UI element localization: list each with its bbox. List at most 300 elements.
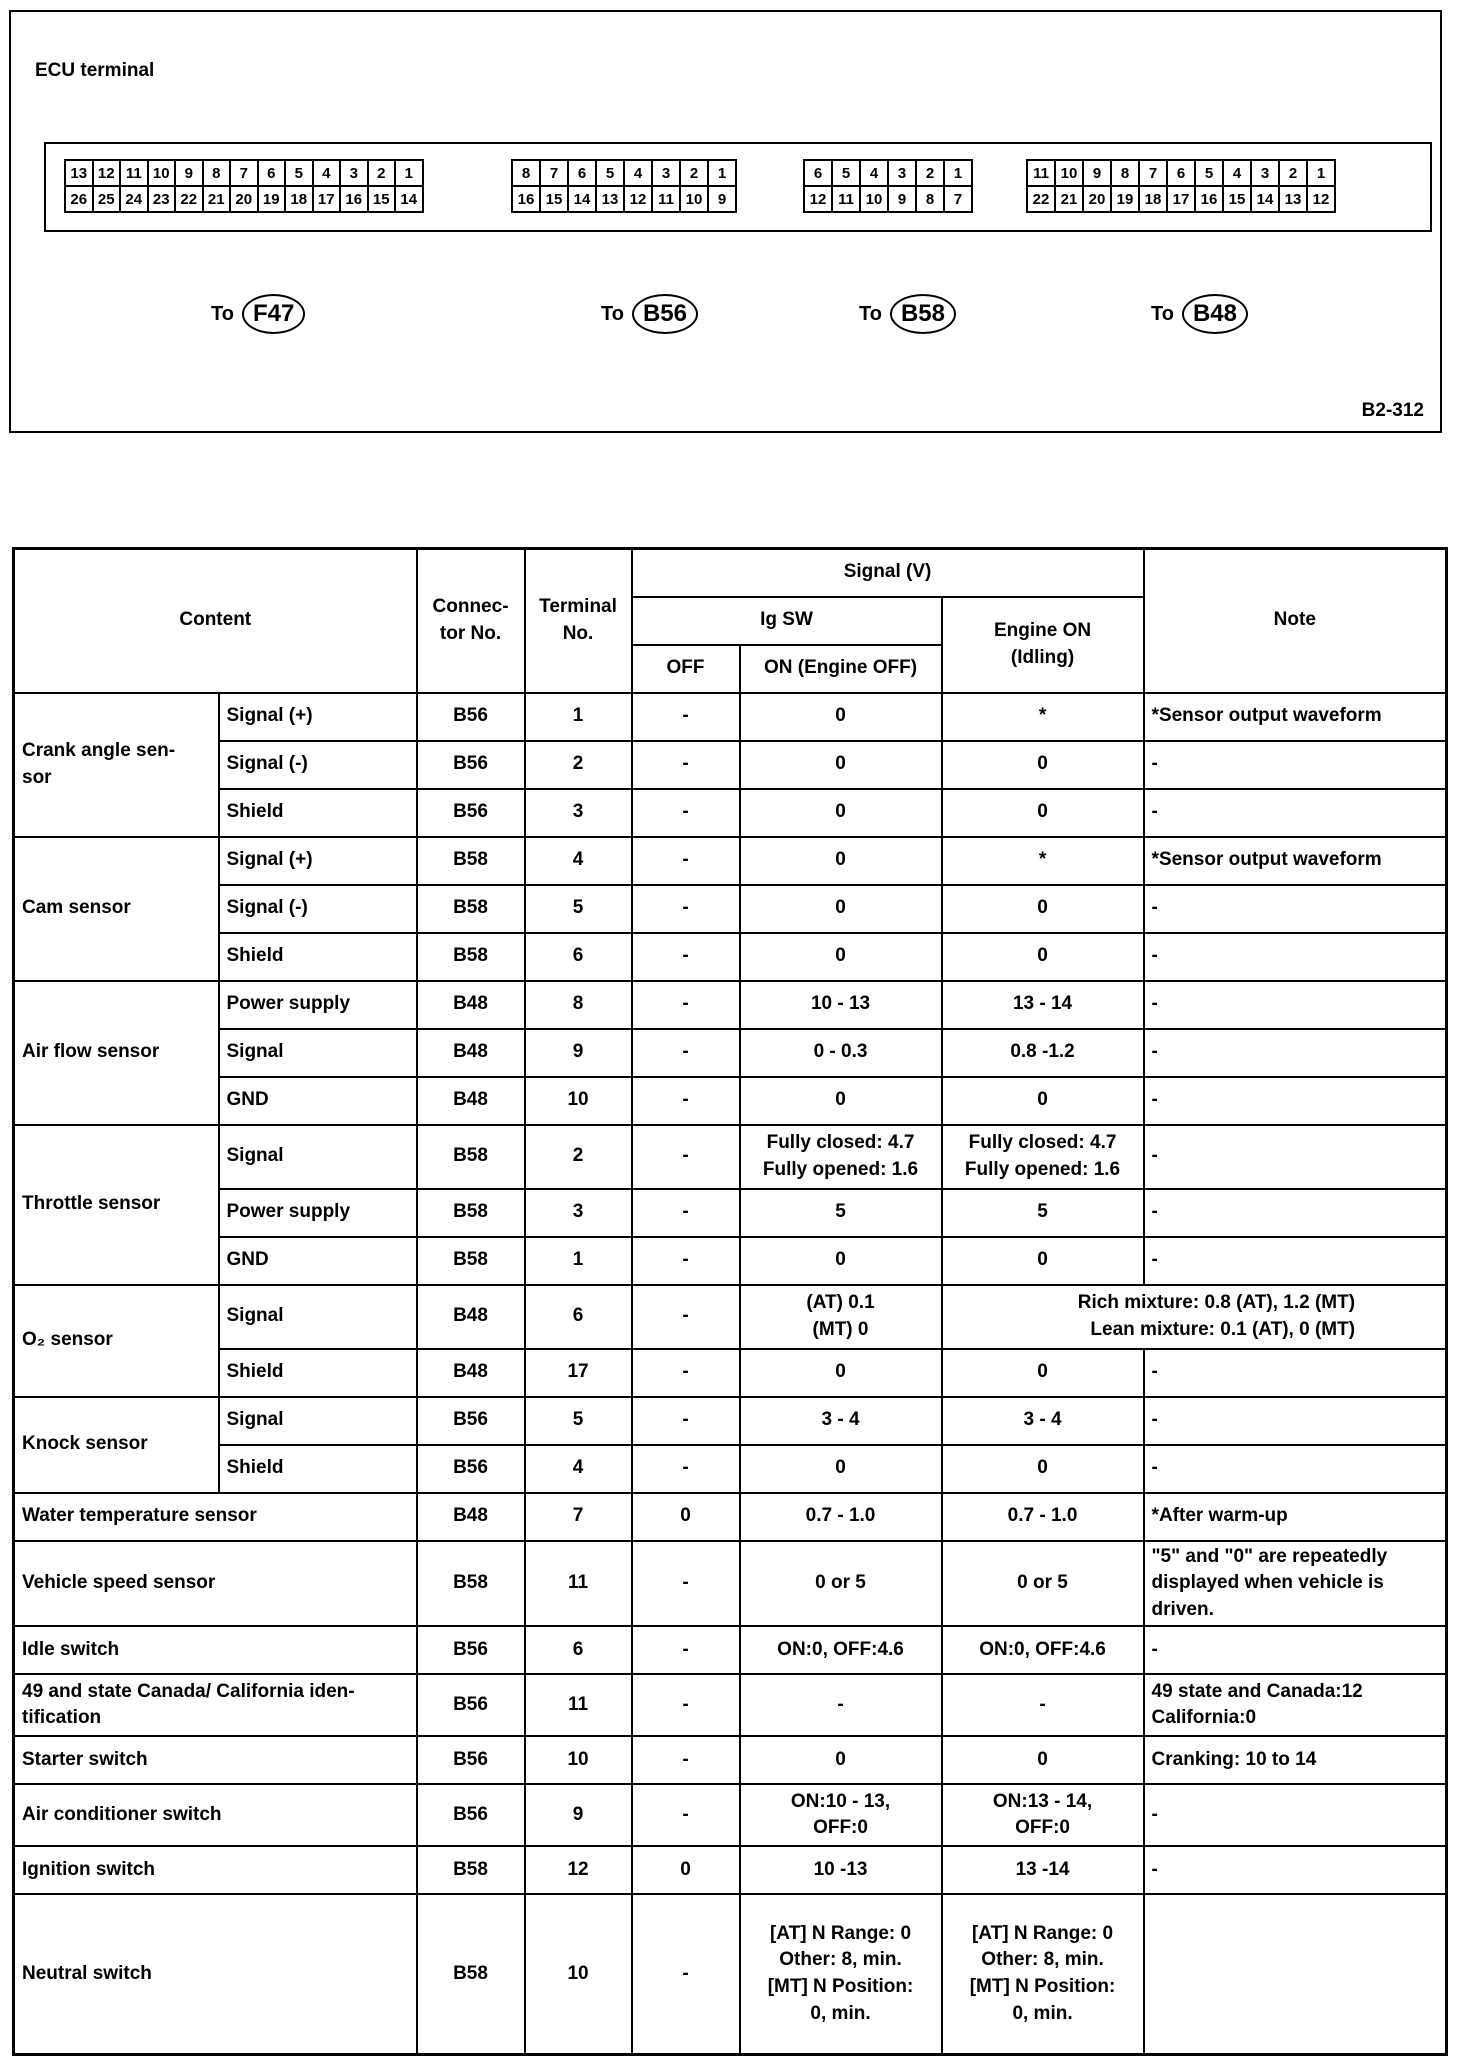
pin-number: 26 [66, 187, 94, 213]
value-engine-on: 3 - 4 [942, 1397, 1144, 1445]
connector-no: B56 [417, 1445, 525, 1493]
pin-number: 14 [396, 187, 424, 213]
signal-type: Shield [219, 933, 417, 981]
pin-number: 9 [1084, 161, 1112, 187]
pin-number: 16 [1196, 187, 1224, 213]
note: - [1144, 1349, 1447, 1397]
terminal-no: 10 [525, 1077, 632, 1125]
pin-number: 6 [259, 161, 287, 187]
note: - [1144, 789, 1447, 837]
header-signal: Signal (V) [632, 549, 1144, 597]
terminal-no: 12 [525, 1846, 632, 1894]
note: - [1144, 933, 1447, 981]
value-on-engine-off: (AT) 0.1 (MT) 0 [740, 1285, 942, 1349]
pin-number: 7 [231, 161, 259, 187]
connector-no: B58 [417, 933, 525, 981]
table-row [14, 933, 1447, 981]
pin-number: 6 [805, 161, 833, 187]
row-content: Air conditioner switch [14, 1784, 417, 1846]
pin-number: 2 [369, 161, 397, 187]
pin-number: 13 [66, 161, 94, 187]
pin-number: 5 [1196, 161, 1224, 187]
header-terminal: Terminal No. [525, 549, 632, 693]
value-on-engine-off: [AT] N Range: 0 Other: 8, min. [MT] N Position: 0, min. [740, 1894, 942, 2054]
header-on-engine-off: ON (Engine OFF) [740, 645, 942, 693]
pin-number: 4 [861, 161, 889, 187]
value-off: - [632, 1125, 740, 1189]
value-on-engine-off: 0 [740, 933, 942, 981]
diagram-title: ECU terminal [35, 60, 155, 81]
value-on-engine-off: 0 [740, 1445, 942, 1493]
to-prefix: To [859, 302, 882, 325]
value-engine-on: * [942, 693, 1144, 741]
pin-number: 12 [94, 161, 122, 187]
pin-number: 10 [149, 161, 177, 187]
terminal-no: 3 [525, 789, 632, 837]
row-content: Vehicle speed sensor [14, 1541, 417, 1627]
table-row [14, 1784, 1447, 1846]
pin-number: 24 [121, 187, 149, 213]
value-off: - [632, 1349, 740, 1397]
pin-number: 2 [917, 161, 945, 187]
value-engine-on: 0 [942, 741, 1144, 789]
value-off: - [632, 693, 740, 741]
connector-id: B56 [632, 294, 698, 334]
note: - [1144, 741, 1447, 789]
row-content: Ignition switch [14, 1846, 417, 1894]
sensor-name: Air flow sensor [14, 981, 219, 1125]
connector-no: B48 [417, 981, 525, 1029]
pin-number: 12 [625, 187, 653, 213]
table-row [14, 1626, 1447, 1674]
note: - [1144, 1445, 1447, 1493]
value-engine-on-note: Rich mixture: 0.8 (AT), 1.2 (MT) Lean mixture: 0.1 (AT), 0 (MT) [942, 1285, 1447, 1349]
pin-number: 12 [805, 187, 833, 213]
value-on-engine-off: Fully closed: 4.7 Fully opened: 1.6 [740, 1125, 942, 1189]
terminal-no: 8 [525, 981, 632, 1029]
sensor-name: Cam sensor [14, 837, 219, 981]
value-engine-on: 0 [942, 1736, 1144, 1784]
row-content: 49 and state Canada/ California iden- tification [14, 1674, 417, 1736]
pin-number: 20 [1084, 187, 1112, 213]
pin-number: 5 [833, 161, 861, 187]
pin-number: 25 [94, 187, 122, 213]
header-off: OFF [632, 645, 740, 693]
connector-no: B48 [417, 1349, 525, 1397]
connector-no: B56 [417, 1397, 525, 1445]
note: - [1144, 885, 1447, 933]
connector-b58-pins [803, 159, 973, 213]
table-row [14, 1736, 1447, 1784]
pin-number: 22 [1028, 187, 1056, 213]
value-engine-on: 0 [942, 885, 1144, 933]
pin-number: 4 [1224, 161, 1252, 187]
connector-no: B56 [417, 1784, 525, 1846]
terminal-no: 6 [525, 933, 632, 981]
header-igsw: Ig SW [632, 597, 942, 645]
signal-type: Signal (+) [219, 693, 417, 741]
note: - [1144, 1189, 1447, 1237]
connector-no: B56 [417, 741, 525, 789]
table-row [14, 741, 1447, 789]
terminal-no: 10 [525, 1894, 632, 2054]
value-engine-on: ON:13 - 14, OFF:0 [942, 1784, 1144, 1846]
pin-number: 9 [889, 187, 917, 213]
note: - [1144, 1029, 1447, 1077]
signal-type: Shield [219, 1445, 417, 1493]
value-off: - [632, 1674, 740, 1736]
table-body [14, 693, 1447, 2055]
signal-type: Signal [219, 1029, 417, 1077]
pin-number: 20 [231, 187, 259, 213]
connector-no: B56 [417, 693, 525, 741]
value-engine-on: 0 [942, 1445, 1144, 1493]
pin-number: 7 [1140, 161, 1168, 187]
ecu-signal-table [12, 547, 1448, 2056]
table-row [14, 981, 1447, 1029]
value-off: - [632, 1029, 740, 1077]
pin-number: 7 [945, 187, 973, 213]
value-off: - [632, 885, 740, 933]
header-note: Note [1144, 549, 1447, 693]
pin-number: 18 [1140, 187, 1168, 213]
note: - [1144, 981, 1447, 1029]
pin-number: 12 [1308, 187, 1336, 213]
row-content: Idle switch [14, 1626, 417, 1674]
value-on-engine-off: 10 -13 [740, 1846, 942, 1894]
pin-number: 4 [314, 161, 342, 187]
connector-no: B56 [417, 789, 525, 837]
connector-id: F47 [242, 294, 305, 334]
value-off: - [632, 837, 740, 885]
table-row [14, 693, 1447, 741]
pin-number: 23 [149, 187, 177, 213]
terminal-no: 6 [525, 1626, 632, 1674]
note: 49 state and Canada:12 California:0 [1144, 1674, 1447, 1736]
value-off: - [632, 789, 740, 837]
value-engine-on: 0 [942, 1077, 1144, 1125]
pin-number: 11 [121, 161, 149, 187]
connector-no: B58 [417, 1125, 525, 1189]
value-engine-on: 13 -14 [942, 1846, 1144, 1894]
value-off: - [632, 1237, 740, 1285]
signal-type: Shield [219, 789, 417, 837]
table-row [14, 1493, 1447, 1541]
connector-no: B48 [417, 1493, 525, 1541]
terminal-no: 7 [525, 1493, 632, 1541]
value-off: - [632, 1894, 740, 2054]
pin-number: 9 [176, 161, 204, 187]
value-on-engine-off: - [740, 1674, 942, 1736]
pin-number: 6 [569, 161, 597, 187]
value-off: - [632, 1077, 740, 1125]
terminal-no: 1 [525, 1237, 632, 1285]
table-row [14, 1237, 1447, 1285]
pin-number: 10 [1056, 161, 1084, 187]
value-on-engine-off: 0.7 - 1.0 [740, 1493, 942, 1541]
value-engine-on: [AT] N Range: 0 Other: 8, min. [MT] N Position: 0, min. [942, 1894, 1144, 2054]
pin-number: 11 [1028, 161, 1056, 187]
connector-no: B48 [417, 1029, 525, 1077]
connector-b56-label [601, 294, 698, 334]
table-header [14, 549, 1447, 693]
pin-number: 15 [369, 187, 397, 213]
connector-no: B58 [417, 837, 525, 885]
pin-number: 9 [709, 187, 737, 213]
pin-number: 4 [625, 161, 653, 187]
terminal-no: 5 [525, 1397, 632, 1445]
pin-number: 6 [1168, 161, 1196, 187]
table-row [14, 1125, 1447, 1189]
connector-no: B58 [417, 1189, 525, 1237]
value-engine-on: ON:0, OFF:4.6 [942, 1626, 1144, 1674]
terminal-no: 5 [525, 885, 632, 933]
pin-number: 19 [1112, 187, 1140, 213]
pin-number: 10 [681, 187, 709, 213]
connector-no: B58 [417, 1894, 525, 2054]
note: - [1144, 1125, 1447, 1189]
terminal-no: 10 [525, 1736, 632, 1784]
table-row [14, 1189, 1447, 1237]
row-content: Starter switch [14, 1736, 417, 1784]
header-engine-on: Engine ON (Idling) [942, 597, 1144, 693]
value-off: - [632, 741, 740, 789]
note: *Sensor output waveform [1144, 837, 1447, 885]
pin-number: 2 [681, 161, 709, 187]
value-on-engine-off: ON:0, OFF:4.6 [740, 1626, 942, 1674]
note: - [1144, 1397, 1447, 1445]
signal-type: Signal (-) [219, 885, 417, 933]
pin-number: 7 [541, 161, 569, 187]
pin-number: 21 [1056, 187, 1084, 213]
pin-number: 1 [945, 161, 973, 187]
pin-number: 3 [889, 161, 917, 187]
pin-number: 3 [653, 161, 681, 187]
value-on-engine-off: 3 - 4 [740, 1397, 942, 1445]
value-off: - [632, 981, 740, 1029]
note: - [1144, 1846, 1447, 1894]
pin-number: 8 [204, 161, 232, 187]
signal-type: Signal (+) [219, 837, 417, 885]
pin-number: 5 [286, 161, 314, 187]
value-on-engine-off: 0 [740, 837, 942, 885]
value-off: - [632, 1397, 740, 1445]
note: *After warm-up [1144, 1493, 1447, 1541]
header-content: Content [14, 549, 417, 693]
terminal-no: 4 [525, 837, 632, 885]
value-off: - [632, 933, 740, 981]
connector-id: B58 [890, 294, 956, 334]
pin-number: 15 [1224, 187, 1252, 213]
note: - [1144, 1237, 1447, 1285]
pin-number: 3 [1252, 161, 1280, 187]
connector-b58-label [859, 294, 956, 334]
table-row [14, 1397, 1447, 1445]
value-engine-on: 0.7 - 1.0 [942, 1493, 1144, 1541]
signal-type: Signal (-) [219, 741, 417, 789]
value-engine-on: - [942, 1674, 1144, 1736]
value-on-engine-off: 0 [740, 1077, 942, 1125]
value-off: - [632, 1285, 740, 1349]
sensor-name: Throttle sensor [14, 1125, 219, 1285]
pin-number: 14 [1252, 187, 1280, 213]
terminal-no: 6 [525, 1285, 632, 1349]
sensor-name: Crank angle sen- sor [14, 693, 219, 837]
value-engine-on: 0 [942, 1237, 1144, 1285]
pin-number: 19 [259, 187, 287, 213]
connector-no: B56 [417, 1674, 525, 1736]
note: "5" and "0" are repeatedly displayed when vehicle is driven. [1144, 1541, 1447, 1627]
value-off: - [632, 1541, 740, 1627]
pin-number: 21 [204, 187, 232, 213]
table-row [14, 1674, 1447, 1736]
connector-no: B48 [417, 1285, 525, 1349]
signal-type: Signal [219, 1125, 417, 1189]
value-on-engine-off: ON:10 - 13, OFF:0 [740, 1784, 942, 1846]
figure-code: B2-312 [1361, 400, 1424, 421]
signal-type: Signal [219, 1397, 417, 1445]
note: - [1144, 1077, 1447, 1125]
terminal-no: 17 [525, 1349, 632, 1397]
connector-id: B48 [1182, 294, 1248, 334]
pin-number: 1 [709, 161, 737, 187]
value-engine-on: 0 [942, 1349, 1144, 1397]
signal-type: Power supply [219, 981, 417, 1029]
signal-type: Power supply [219, 1189, 417, 1237]
table-row [14, 1029, 1447, 1077]
value-on-engine-off: 0 or 5 [740, 1541, 942, 1627]
value-off: 0 [632, 1493, 740, 1541]
value-off: 0 [632, 1846, 740, 1894]
pin-number: 16 [513, 187, 541, 213]
signal-type: GND [219, 1237, 417, 1285]
connector-f47-label [211, 294, 305, 334]
pin-number: 15 [541, 187, 569, 213]
terminal-no: 1 [525, 693, 632, 741]
value-off: - [632, 1626, 740, 1674]
value-engine-on: Fully closed: 4.7 Fully opened: 1.6 [942, 1125, 1144, 1189]
connector-no: B48 [417, 1077, 525, 1125]
value-on-engine-off: 0 [740, 1349, 942, 1397]
table-row [14, 1894, 1447, 2054]
header-connector: Connec- tor No. [417, 549, 525, 693]
terminal-no: 2 [525, 1125, 632, 1189]
value-engine-on: 0 [942, 933, 1144, 981]
pin-number: 13 [597, 187, 625, 213]
connector-b48-label [1151, 294, 1248, 334]
terminal-no: 9 [525, 1784, 632, 1846]
terminal-no: 2 [525, 741, 632, 789]
pin-number: 8 [1112, 161, 1140, 187]
connector-no: B58 [417, 1846, 525, 1894]
value-off: - [632, 1784, 740, 1846]
pin-number: 16 [341, 187, 369, 213]
value-on-engine-off: 0 [740, 741, 942, 789]
value-on-engine-off: 5 [740, 1189, 942, 1237]
note [1144, 1894, 1447, 2054]
connector-no: B56 [417, 1626, 525, 1674]
value-engine-on: 0 or 5 [942, 1541, 1144, 1627]
value-off: - [632, 1736, 740, 1784]
table-row [14, 837, 1447, 885]
connector-no: B58 [417, 1237, 525, 1285]
value-on-engine-off: 0 [740, 1736, 942, 1784]
to-prefix: To [601, 302, 624, 325]
to-prefix: To [1151, 302, 1174, 325]
ecu-connector-frame [44, 142, 1432, 232]
terminal-no: 4 [525, 1445, 632, 1493]
pin-number: 11 [833, 187, 861, 213]
terminal-no: 3 [525, 1189, 632, 1237]
table-row [14, 1846, 1447, 1894]
value-on-engine-off: 0 [740, 693, 942, 741]
pin-number: 2 [1280, 161, 1308, 187]
connector-b56-pins [511, 159, 737, 213]
pin-number: 1 [1308, 161, 1336, 187]
pin-number: 14 [569, 187, 597, 213]
value-engine-on: 13 - 14 [942, 981, 1144, 1029]
connector-no: B58 [417, 885, 525, 933]
row-content: Neutral switch [14, 1894, 417, 2054]
row-content: Water temperature sensor [14, 1493, 417, 1541]
pin-number: 22 [176, 187, 204, 213]
value-engine-on: 5 [942, 1189, 1144, 1237]
signal-type: GND [219, 1077, 417, 1125]
pin-number: 11 [653, 187, 681, 213]
terminal-no: 11 [525, 1541, 632, 1627]
value-off: - [632, 1189, 740, 1237]
sensor-name: Knock sensor [14, 1397, 219, 1493]
table-row [14, 1445, 1447, 1493]
table-row [14, 789, 1447, 837]
connector-f47-pins [64, 159, 424, 213]
terminal-no: 9 [525, 1029, 632, 1077]
table-row [14, 1541, 1447, 1627]
value-off: - [632, 1445, 740, 1493]
pin-number: 17 [314, 187, 342, 213]
signal-type: Shield [219, 1349, 417, 1397]
value-on-engine-off: 0 [740, 885, 942, 933]
connector-no: B58 [417, 1541, 525, 1627]
pin-number: 3 [341, 161, 369, 187]
value-engine-on: 0 [942, 789, 1144, 837]
table-row [14, 1077, 1447, 1125]
value-on-engine-off: 0 - 0.3 [740, 1029, 942, 1077]
value-on-engine-off: 0 [740, 1237, 942, 1285]
terminal-no: 11 [525, 1674, 632, 1736]
value-engine-on: * [942, 837, 1144, 885]
to-prefix: To [211, 302, 234, 325]
pin-number: 18 [286, 187, 314, 213]
note: - [1144, 1626, 1447, 1674]
table-row [14, 885, 1447, 933]
connector-no: B56 [417, 1736, 525, 1784]
value-on-engine-off: 0 [740, 789, 942, 837]
pin-number: 5 [597, 161, 625, 187]
table-row [14, 1285, 1447, 1349]
pin-number: 8 [917, 187, 945, 213]
value-on-engine-off: 10 - 13 [740, 981, 942, 1029]
pin-number: 10 [861, 187, 889, 213]
note: - [1144, 1784, 1447, 1846]
pin-number: 8 [513, 161, 541, 187]
pin-number: 1 [396, 161, 424, 187]
sensor-name: O₂ sensor [14, 1285, 219, 1397]
table-row [14, 1349, 1447, 1397]
connector-b48-pins [1026, 159, 1336, 213]
pin-number: 17 [1168, 187, 1196, 213]
ecu-terminal-diagram [9, 10, 1442, 433]
